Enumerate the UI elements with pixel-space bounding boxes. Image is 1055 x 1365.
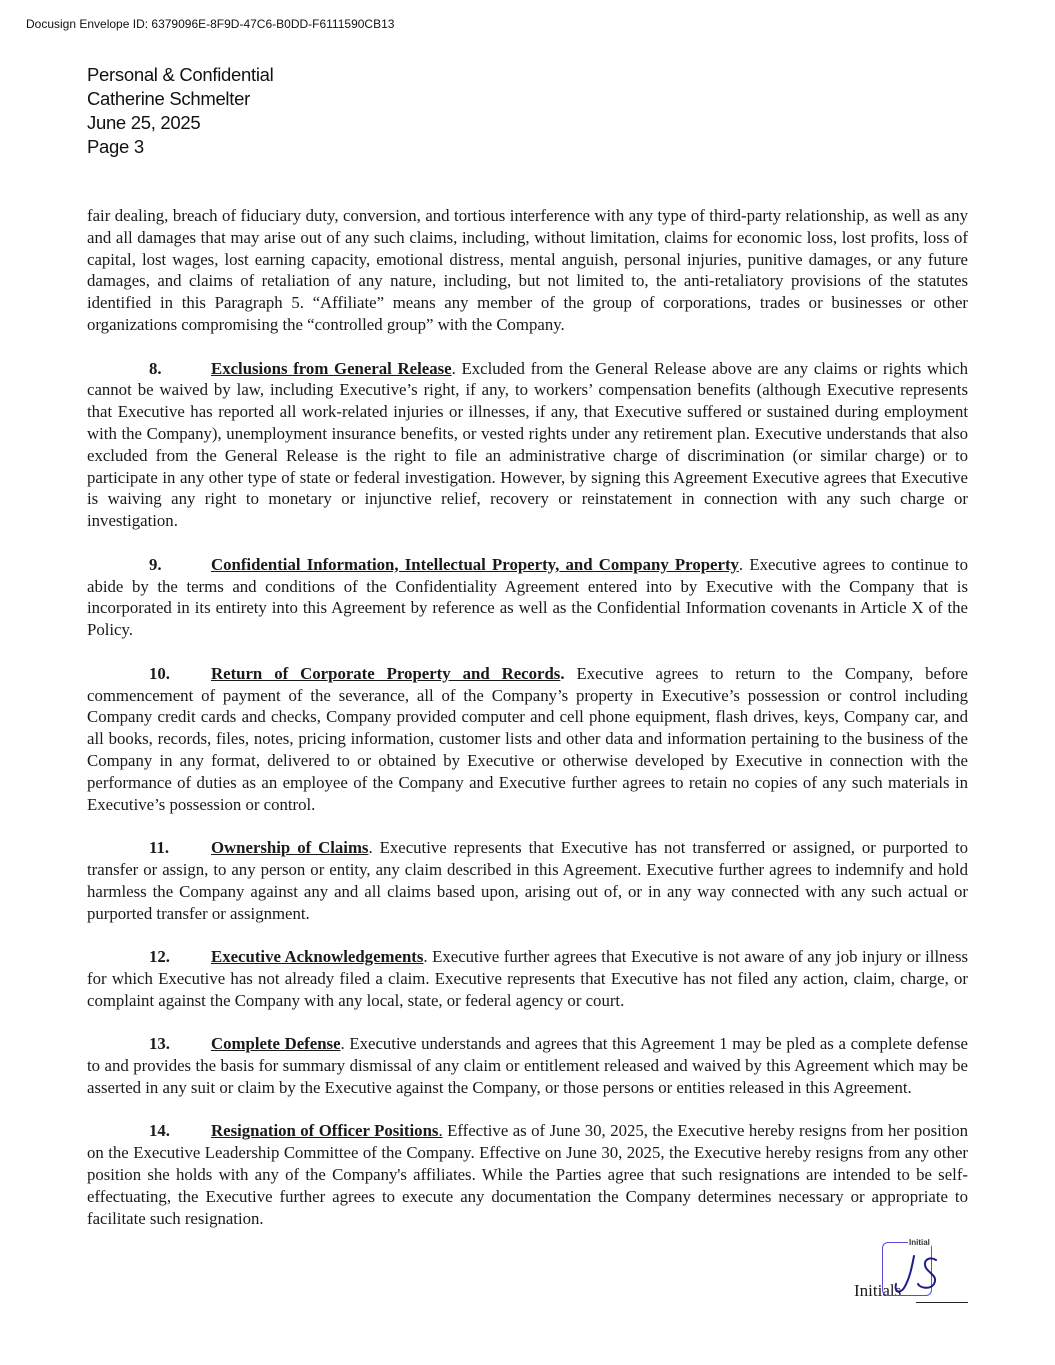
- section-text: Executive represents that Executive has not transferred or assigned, or purported to transfer or assign, to any person or entity, any claim described in this Agreement. Executive further agrees to indemnify and hold harmless the Company against any and all claims based upon, arising out of, or in any way connected with any such actual or purported transfer or assignment.: [87, 838, 968, 923]
- section-text: Effective as of June 30, 2025, the Executive hereby resigns from her position on the Executive Leadership Committee of the Company. Effective on June 30, 2025, the Executive hereby resigns from any other position she holds with any of the Company's affiliates. While the Parties agree that such resignations are intended to be self-effectuating, the Executive further agrees to execute any documentation the Company determines necessary or appropriate to facilitate such resignation.: [87, 1121, 968, 1228]
- section-title-punct: .: [438, 1121, 443, 1141]
- initials-field[interactable]: [852, 1240, 972, 1310]
- header-date: June 25, 2025: [87, 112, 201, 133]
- letter-header: [87, 63, 273, 159]
- section-title-punct: .: [560, 663, 565, 683]
- section-number: 11.: [149, 838, 170, 858]
- initial-tag: Initial: [909, 1238, 930, 1247]
- section-text: Executive agrees to return to the Company, before commencement of payment of the severance, all of the Company’s property in Executive’s possession or control including Company credit cards and checks, Company provided computer and cell phone equipment, flash drives, keys, Company car, and all books, records, files, notes, pricing information, customer lists and other data and information pertaining to the business of the Company in any format, delivered to or obtained by Executive or otherwise developed by Executive in connection with the performance of duties as an employee of the Company and Executive further agrees to retain no copies of any such materials in Executive’s possession or control.: [87, 663, 968, 814]
- section-number: 10.: [149, 663, 170, 683]
- section-title-punct: .: [340, 1034, 345, 1054]
- section-number: 14.: [149, 1121, 170, 1141]
- document-body: [87, 205, 968, 1251]
- header-confidential: Personal & Confidential: [87, 64, 274, 85]
- section-title-punct: .: [738, 554, 744, 574]
- section-title-punct: .: [451, 358, 456, 378]
- section-text: Executive agrees to continue to abide by the terms and conditions of the Confidentiality Agreement entered into by Executive with the Company that is incorporated in its entirety into this Agreement by reference as well as the Confidential Information covenants in Article X of the Policy.: [87, 554, 968, 640]
- section-title: Confidential Information, Intellectual Property, and Company Property: [211, 554, 739, 574]
- header-recipient: Catherine Schmelter: [87, 88, 250, 109]
- section-13: [87, 1033, 968, 1098]
- section-number: 9.: [149, 554, 162, 574]
- section-text: Executive further agrees that Executive is not aware of any job injury or illness for which Executive has not already filed a claim. Executive represents that Executive has not filed any action, claim, charge, or complaint against the Company with any local, state, or federal agency or court.: [87, 947, 969, 1010]
- section-number: 12.: [149, 947, 170, 967]
- section-title-punct: .: [368, 838, 373, 858]
- section-9: [87, 554, 968, 641]
- section-text: Excluded from the General Release above are any claims or rights which cannot be waived by law, including Executive’s right, if any, to workers’ compensation benefits (although Executive represents that Executive has reported all work-related injuries or illnesses, if any, that Executive suffered or sustained during employment with the Company), unemployment insurance benefits, or vested rights under any retirement plan. Executive understands that also excluded from the General Release is the right to file an administrative charge of discrimination (or similar charge) or to participate in any other type of state or federal investigation. However, by signing this Agreement Executive agrees that Executive is waiving any right to monetary or injunctive relief, recovery or reinstatement in connection with any such charge or investigation.: [87, 358, 968, 531]
- initials-signature-icon: [888, 1244, 958, 1300]
- section-title: Ownership of Claims: [211, 838, 369, 858]
- section-12: [87, 946, 968, 1011]
- section-number: 8.: [149, 358, 162, 378]
- header-page-number: Page 3: [87, 136, 144, 157]
- section-8: [87, 358, 968, 532]
- initials-line: [916, 1302, 968, 1303]
- section-number: 13.: [149, 1034, 170, 1054]
- section-text: Executive understands and agrees that this Agreement 1 may be pled as a complete defense to and provides the basis for summary dismissal of any claim or entitlement released and waived by this Agreement which may be asserted in any suit or claim by the Executive against the Company, or those persons or entities released in this Agreement.: [87, 1034, 968, 1097]
- section-title-punct: .: [423, 947, 428, 967]
- section-title: Executive Acknowledgements: [211, 947, 424, 967]
- initials-label: Initials: [854, 1281, 902, 1300]
- section-10: [87, 663, 968, 816]
- section-title: Return of Corporate Property and Records: [211, 663, 561, 683]
- docusign-envelope-id: Docusign Envelope ID: 6379096E-8F9D-47C6-B0DD-F6111590CB13: [26, 17, 395, 31]
- section-title: Exclusions from General Release: [211, 358, 452, 378]
- section-14: [87, 1120, 968, 1229]
- section-title: Complete Defense: [211, 1034, 341, 1054]
- section-title: Resignation of Officer Positions: [211, 1121, 439, 1141]
- section-11: [87, 837, 968, 924]
- intro-paragraph: fair dealing, breach of fiduciary duty, conversion, and tortious interference with any type of third-party relationship, as well as any and all damages that may arise out of any such claims, including, without limitation, claims for economic loss, lost profits, loss of capital, lost wages, lost earning capacity, emotional distress, mental anguish, personal injuries, punitive damages, or any future damages, and claims of retaliation of any nature, including, but not limited to, the anti-retaliatory provisions of the statutes identified in this Paragraph 5. “Affiliate” means any member of the group of corporations, trades or businesses or other organizations compromising the “controlled group” with the Company.: [87, 206, 968, 334]
